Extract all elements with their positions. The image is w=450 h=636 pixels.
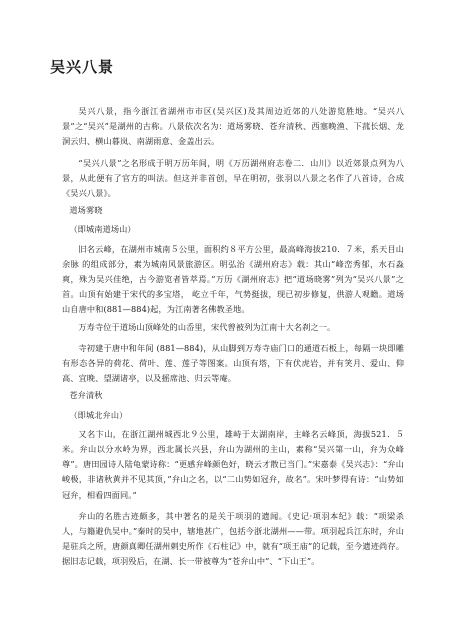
paragraph: 吴兴八景，指今浙江省湖州市市区(吴兴区)及其周边近郊的八处游览胜地。“吴兴八景”之“吴兴”是湖州的古称。八景依次名为：道场雾晓、苍弁清秋、西塞晚渔、下菰长烟、龙洞云归、横山暮岚、南湖雨意、金盖出云。 [62, 106, 404, 147]
paragraph: 万寿寺位于道场山顶峰处的山岙里，宋代曾被列为江南十大名刹之一。 [78, 321, 336, 332]
paragraph: 又名卞山，在浙江湖州城西北９公里，雄峙于太湖南岸，主峰名云峰顶，海拔521．５米。弁山以分水岭为界，西北属长兴县，弁山为湖州的主山，素称“吴兴第一山，弁为众峰尊”。唐田园诗人陆龟蒙诗称：“更感弁峰颜色好，晓云才散已当门。”宋嘉泰《吴兴志》：“弁山峻极，非诸秋黄并不见其顶，”弁山之名，以“二山势如冠弁，故名”。宋叶梦得有诗：“山势如冠弁，相看四面同。” [62, 428, 404, 500]
section-heading: （即城南道场山） [69, 224, 136, 235]
paragraph: “吴兴八景”之名形成于明万历年间，明《万历湖州府志卷二．山川》以近郊景点列为八景，从此便有了官方的叫法。但这并非首创，早在明初，张羽以八景之名作了八首诗，合成《吴兴八景》。 [62, 157, 404, 199]
article-body [62, 104, 404, 576]
paragraph: 寺初建于唐中和年间 (881—884)，从山脚到万寿寺庙门口的通道石板上，每隔一块即雕有形态各异的荷花、荷叶、莲、莲子等图案。山顶有塔，下有伏虎岩，并有笑月、爱山、仰高、宜晚、望湖诸亭，以及摇席池、归云等庵。 [62, 342, 404, 384]
paragraph: 弁山的名胜古迹颇多，其中著名的是关于项羽的遗闻。《史记·项羽本纪》载：“项梁杀人，与籍避仇吴中。”秦时的吴中，辖地甚广，包括今浙北湖州——带。项羽起兵江东时，弁山是驻兵之所，唐颜真卿任湖州刺史所作《石柱记》中，就有“项王庙”的记载，至今遗迹尚存。据旧志记载，项羽殁后，在湖、长一带被尊为“苍弁山中”、“下山王”。 [62, 510, 404, 567]
paragraph: 旧名云峰，在湖州市城南５公里，面积约８平方公里，最高峰海拔210．７米，系天目山余脉 的组成部分，素为城南风景旅游区。明弘治《湖州府志》载：其山“峰峦秀郁，水石淼爽，殊为吴兴佳绝，古今游览者皆萃焉。”万历《湖州府志》把“道场晓雾”列为“吴兴八景”之首。山顶有始建于宋代的多宝塔， 屹立千年，气势挺拔，现已初步修复，供游人观瞻。道场山自唐中和(881—884)起，为江南著名佛教圣地。 [62, 243, 404, 315]
section-heading: （即城北弁山） [69, 409, 128, 420]
section-heading: 道场雾晓 [69, 205, 103, 216]
section-heading: 苍弁清秋 [69, 390, 103, 401]
page-title: 吴兴八景 [50, 58, 115, 76]
